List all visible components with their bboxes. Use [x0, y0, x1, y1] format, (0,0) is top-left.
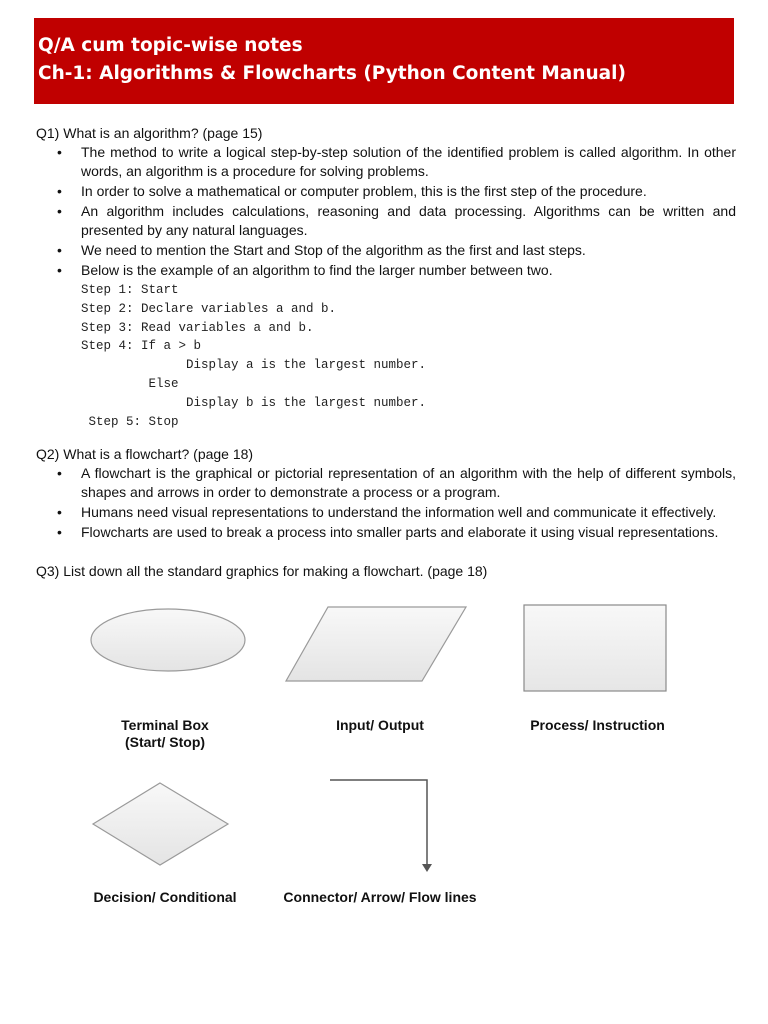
list-item: • Humans need visual representations to understand the information well and communicate it effectively.: [36, 503, 736, 522]
decision-conditional-label: Decision/ Conditional: [93, 889, 237, 905]
list-item: • We need to mention the Start and Stop of the algorithm as the first and last steps.: [36, 241, 736, 260]
header-banner: [34, 18, 734, 104]
list-item: • Flowcharts are used to break a process into smaller parts and elaborate it using visual representations.: [36, 523, 736, 542]
list-item: • Below is the example of an algorithm to find the larger number between two.: [36, 261, 736, 280]
terminal-box-label: [95, 717, 235, 751]
process-rectangle-shape: [522, 603, 670, 695]
list-item: • In order to solve a mathematical or computer problem, this is the first step of the procedure.: [36, 182, 736, 201]
terminal-label-line1: Terminal Box: [121, 717, 209, 733]
list-item: • A flowchart is the graphical or pictorial representation of an algorithm with the help of different symbols, shapes and arrows in order to demonstrate a process or a program.: [36, 464, 736, 502]
q2-bullet-list: [36, 464, 736, 542]
list-item: • An algorithm includes calculations, reasoning and data processing. Algorithms can be written and presented by any natural languages.: [36, 202, 736, 240]
q2-question: Q2) What is a flowchart? (page 18): [36, 446, 254, 462]
q3-question: Q3) List down all the standard graphics for making a flowchart. (page 18): [36, 563, 488, 579]
q3-section: [36, 562, 736, 581]
process-instruction-label: Process/ Instruction: [530, 717, 665, 733]
connector-arrow-label: Connector/ Arrow/ Flow lines: [283, 889, 477, 905]
header-title: Q/A cum topic-wise notes: [38, 35, 303, 56]
input-output-label: Input/ Output: [336, 717, 424, 733]
q1-section: [36, 124, 736, 431]
decision-diamond-shape: [90, 780, 232, 868]
algorithm-code-example: Step 1: Start Step 2: Declare variables a and b. Step 3: Read variables a and b. Step 4: If a > b Display a is the largest number. Else Display b is the largest number. Step 5: Stop: [81, 283, 427, 429]
q2-section: [36, 445, 736, 543]
terminal-ellipse-shape: [88, 606, 250, 676]
terminal-label-line2: (Start/ Stop): [124, 734, 206, 750]
connector-arrow-icon: [328, 776, 438, 876]
header-subtitle: Ch-1: Algorithms & Flowcharts (Python Content Manual): [38, 63, 626, 84]
q1-question: Q1) What is an algorithm? (page 15): [36, 125, 263, 141]
q1-bullet-list: [36, 143, 736, 280]
input-output-parallelogram-shape: [284, 604, 470, 684]
list-item: • The method to write a logical step-by-step solution of the identified problem is called algorithm. In other words, an algorithm is a procedure for solving problems.: [36, 143, 736, 181]
